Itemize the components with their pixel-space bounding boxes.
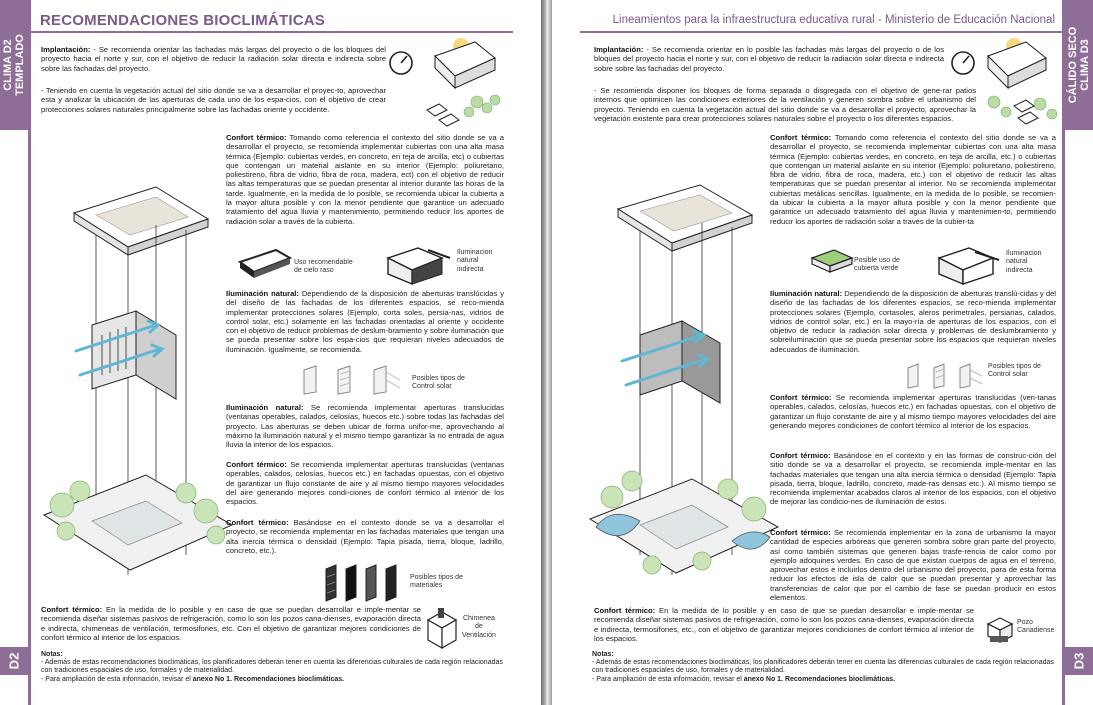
confort-termico-3-label: Confort térmico: xyxy=(770,451,831,460)
confort-termico-5-label: Confort térmico: xyxy=(594,606,656,615)
note-2 xyxy=(592,676,895,683)
chimenea-icon xyxy=(424,608,460,648)
caption-iluminacion-indirecta: Iluminacion natural indirecta xyxy=(457,249,493,273)
confort-termico-5-text: En la medida de lo posible y en caso de que se puedan desarrollar e imple-mentar se recomienda diseñar sistemas pasivos de refrigeración, como lo son los pozos cana-dienses, evaporación directa e indirecta, termosifones, etc., con el objetivo de garantizar mejores condiciones de confort térmico al interior de los espacios. xyxy=(594,606,974,643)
page-number: D3 xyxy=(1071,652,1087,670)
iluminacion-natural-2-text: Se recomienda implementar aperturas translucidas (ventanas operables, calados, celosías, huecos etc.) sobre todas las fachadas del proyecto. Las aberturas se deben ubicar de forma unifor-me, aprovechando al máximo la iluminación natural y el mismo tiempo garantizar la no entrada de agua lluvia la interior de los espacios. xyxy=(226,403,504,450)
left-page xyxy=(0,0,541,705)
confort-termico-4-label: Confort térmico: xyxy=(41,605,103,614)
caption-pozo-canadiense: Pozo Canadiense xyxy=(1017,619,1055,635)
confort-termico-2-paragraph xyxy=(226,460,504,506)
confort-termico-5-paragraph xyxy=(594,606,974,643)
running-header: Lineamientos para la infraestructura educativa rural - Ministerio de Educación Nacional xyxy=(612,14,1055,26)
iluminacion-natural-1-paragraph xyxy=(770,289,1056,354)
notes-title: Notas: xyxy=(41,651,63,658)
iluminacion-natural-1-text: Dependiendo de la disposición de aberturas translú-cidas y del diseño de las fachadas de los diferentes espacios, se reco-mienda implementar protecciones solares (Ejemplo, cortasoles, aleros perimetrales, persianas, calados, vidrios de control solar, etc.) en la mayo-ría de aperturas de los espacios, con el objetivo de reducir la radiación solar directa y problemas de deslumbramiento y sobreiluminación que se pueda presentar sobre los espacios que requieran niveles adecuados de iluminación. xyxy=(770,289,1056,354)
pozo-canadiense-icon xyxy=(984,612,1016,644)
iluminacion-natural-1-paragraph xyxy=(226,289,504,354)
confort-termico-2-label: Confort térmico: xyxy=(770,393,832,402)
confort-termico-2-label: Confort térmico: xyxy=(226,460,287,469)
caption-control-solar: Posibles tipos de Control solar xyxy=(412,375,465,391)
caption-cubierta-verde: Posible uso de cubierta verde xyxy=(854,257,900,273)
iluminacion-natural-2-label: Iluminación natural: xyxy=(226,403,304,412)
title-rule xyxy=(31,31,513,33)
note-2-annex: anexo No 1. Recomendaciones bioclimáticas. xyxy=(192,675,345,683)
note-2-text: - Para ampliación de esta información, revisar el xyxy=(41,675,193,683)
confort-termico-4-label: Confort térmico: xyxy=(770,528,831,537)
page-number: D2 xyxy=(6,652,22,670)
confort-termico-3-text: Basándose en el contexto donde se va a desarrollar el proyecto, se recomienda implementar en las fachadas materiales que tengan una alta inercia térmica o densidad (Ejemplo: Tapia pisada, tierra, bloque, ladrillo, concreto, etc.). xyxy=(226,518,504,555)
climate-tab-label: CÁLIDO SECO CLIMA D3 xyxy=(1067,26,1091,104)
implantacion-text: - Se recomienda orientar las fachadas más largas del proyecto o de los bloques del proyecto hacia el norte y sur, con el objetivo de reducir la radiación solar directa e indirecta sobre sobre las fachadas del proyecto. xyxy=(41,45,386,73)
confort-termico-4-paragraph xyxy=(41,605,421,642)
caption-control-solar: Posibles tipos de Control solar xyxy=(988,363,1041,379)
page-title: RECOMENDACIONES BIOCLIMÁTICAS xyxy=(40,12,325,29)
notes-block xyxy=(41,651,506,684)
confort-termico-2-paragraph xyxy=(770,393,1056,430)
note-2 xyxy=(41,676,344,683)
iluminacion-indirecta-icon xyxy=(384,244,456,284)
site-orientation-illustration xyxy=(425,36,515,126)
notes-block xyxy=(592,651,1062,684)
note-2-annex: anexo No 1. Recomendaciones bioclimáticas. xyxy=(743,675,896,683)
confort-termico-2-text: Se recomienda implementar aperturas translucidas (ven-tanas operables, calados, celosías, huecos etc.) en fachadas opuestas, con el objetivo de garantizar un flujo constante de aire y al mismo tiempo mayores velocidades del aire generando mejores condiciones de confort térmico al interior de los espacios. xyxy=(770,393,1056,430)
confort-termico-1-label: Confort térmico: xyxy=(226,133,287,142)
confort-termico-1-text: Tomando como referencia el contexto del sitio donde se va a desarrollar el proyecto, se recomienda implementar cubiertas con una alta masa térmica (Ejemplo: cubiertas verdes, en concreto, en teja de arcilla, etc) o cubiertas que contengan un material aislante en su interior (Ejemplo: poliuretano, poliestireno, fibra de vidrio, fibra de roca, madera, ect) con el objetivo de reducir las altas temperaturas que se puedan presentar al interior durante las horas de la tarde. Igualmente, en la medida de lo posible, se recomienda ubicar la cubierta a la mayor altura posible y con la menor pendiente que garantice un adecuado tratamiento del agua lluvia y mantenimiento, permitiendo reducir los aportes de radiación solar a través de la cubierta. xyxy=(226,133,505,226)
book-gutter xyxy=(541,0,552,705)
cielo-raso-icon xyxy=(236,246,294,282)
header-rule xyxy=(580,31,1062,33)
confort-termico-3-label: Confort térmico: xyxy=(226,518,289,527)
accent-bar xyxy=(1062,0,1065,705)
implantacion-paragraph xyxy=(41,45,386,73)
control-solar-icons xyxy=(300,364,410,396)
page-number-badge xyxy=(1065,647,1093,675)
implantacion-paragraph xyxy=(594,45,944,73)
compass-icon xyxy=(388,50,414,76)
bloques-paragraph: - Se recomienda disponer los bloques de forma separada o disgregada con el objetivo de gene-rar patios internos que optimicen las condiciones exteriores de la ventilación y generen sombra sobre el urbanismo del proyecto. Teniendo en cuenta la vegetación actual del sitio donde se va a desarrollar el proyecto, aprovechar la vegetación existente para crear protecciones solares naturales sobre el proyecto o los diferentes espacios. xyxy=(594,86,976,123)
exploded-axonometric-left xyxy=(36,175,236,615)
vegetacion-paragraph: - Teniendo en cuenta la vegetación actual del sitio donde se va a desarrollar el proyec-to, aprovechar esta y analizar la ubicación de las aperturas de cada uno de los espa-cios, con el objetivo de crear protecciones solares naturales principalmente sobre las fachadas oriente y occidente. xyxy=(41,86,386,114)
iluminacion-natural-1-label: Iluminación natural: xyxy=(226,289,299,298)
confort-termico-4-text: En la medida de lo posible y en caso de que se puedan desarrollar e imple-mentar se recomienda diseñar sistemas pasivos de refrigeración, como lo son los pozos cana-dienses, evaporación directa e indirecta, chimeneas de ventilación, termosifones, etc. Con el objetivo de garantizar mejores condiciones de confort térmico al interior de los espacios. xyxy=(41,605,421,642)
notes-title: Notas: xyxy=(592,651,614,658)
caption-chimenea: Chimenea de Ventilación xyxy=(462,615,496,639)
site-orientation-illustration xyxy=(980,36,1062,126)
compass-icon xyxy=(950,50,976,76)
confort-termico-2-text: Se recomienda implementar aperturas translucidas (ventanas operables, calados, celosías, huecos etc.) en fachadas opuestas, con el objetivo de garantizar un flujo constante de aire y al mismo tiempo mayores velocidades del aire generando mejores condi-ciones de confort térmico al interior de los espacios. xyxy=(226,460,504,507)
confort-termico-1-paragraph xyxy=(770,133,1056,226)
iluminacion-natural-1-label: Iluminación natural: xyxy=(770,289,843,298)
confort-termico-1-text: Tomando como referencia el contexto del sitio donde se va a desarrollar el proyecto, se recomienda implementar cubiertas con una alta masa térmica (Ejemplo: cubiertas verdes, en concreto, en teja de arcilla, etc.) o cubiertas que contengan un material aislante en su interior (Ejemplo: poliuretano, poliestireno, fibra de vidrio, fibra de roca, madera, etc.) con el objetivo de reducir las altas temperaturas que se puedan presentar al interior. No se recomienda implementar cubiertas metálicas sencillas. Igualmente, en la medida de lo posible, se recomien-da ubicar la cubierta a la mayor altura posible y con la menor pendiente que garantice un adecuado tratamiento del agua lluvia y mantenimien-to, permitiendo reducir los aportes de radiación solar a través de la cubier-ta xyxy=(770,133,1057,226)
caption-cielo-raso: Uso recomendable de cielo raso xyxy=(294,259,353,275)
climate-tab-d2 xyxy=(0,0,28,130)
implantacion-label: Implantación: xyxy=(594,45,644,54)
implantacion-text: - Se recomienda orientar en lo posible las fachadas más largas del proyecto o de los bloques del proyecto hacia el norte y sur, con el objetivo de reducir la radiación solar directa e indirecta sobre sobre las fachadas del proyecto. xyxy=(594,45,944,73)
confort-termico-3-paragraph xyxy=(226,518,504,555)
implantacion-label: Implantación: xyxy=(41,45,91,54)
iluminacion-natural-2-paragraph xyxy=(226,403,504,449)
accent-bar xyxy=(28,0,31,705)
confort-termico-3-text: Basándose en el contexto y en las formas de construc-ción del sitio donde se va a desarrollar el proyecto, se recomienda imple-mentar en las fachadas materiales que tengan una alta inercia térmica o densidad (Ejemplo: Tapia pisada, tierra, bloque, ladrillo, concreto, made-ras densas etc.). Al mismo tiempo se recomienda implementar acabados claros al interior de los espacios, con el objetivo de mejorar las condicio-nes de iluminación de estos. xyxy=(770,451,1057,507)
control-solar-icons xyxy=(904,362,986,390)
note-2-text: - Para ampliación de esta información, revisar el xyxy=(592,675,744,683)
confort-termico-1-label: Confort térmico: xyxy=(770,133,832,142)
climate-tab-label: CLIMA D2 TEMPLADO xyxy=(2,34,26,96)
exploded-axonometric-right xyxy=(582,175,782,615)
confort-termico-1-paragraph xyxy=(226,133,504,226)
page-number-badge xyxy=(0,647,28,675)
confort-termico-4-paragraph xyxy=(770,528,1056,602)
confort-termico-4-text: Se recomienda implementar en la zona de urbanismo la mayor cantidad de especies arbóreas que generen sombra sobre gran parte del proyecto, así como también sistemas que generen bajas trasfe-rencia de calor como por ejemplo adoquines verdes. En caso de que existan cuerpos de agua en el terreno, aprovechar estos e incluirlos dentro del urbanismo del proyecto, para de esta forma reducir los efectos de isla de calor que se puedan presentar y aprovechar las transferencias de calor que por el cambio de fase se puedan producir en estos elementos. xyxy=(770,528,1057,603)
caption-materiales: Posibles tipos de materiales xyxy=(410,574,463,590)
note-1: - Además de estas recomendaciones bioclimáticas, los planificadores deberán tener en cuenta las diferencias culturales de cada región relacionadas con tradiciones espaciales de uso, formales y de materialidad. xyxy=(41,659,503,675)
iluminacion-indirecta-icon xyxy=(935,244,1005,284)
caption-iluminacion-indirecta: Iluminacion natural indirecta xyxy=(1006,250,1042,274)
confort-termico-3-paragraph xyxy=(770,451,1056,507)
materiales-icons xyxy=(322,563,408,603)
cubierta-verde-icon xyxy=(808,246,856,276)
right-page xyxy=(552,0,1093,705)
iluminacion-natural-1-text: Dependiendo de la disposición de aberturas translúcidas y del diseño de las fachadas de los diferentes espacios, se reco-mienda implementar protecciones solares (Ejemplo, corta soles, persia-nas, vidrios de control solar, etc.) solamente en las fachadas orientadas al oriente y occidente con el objetivo de reducir problemas de deslum-bramiento y sobre iluminación que se pueda presentar sobre los espa-cios que requieran niveles adecuados de iluminación. Igualmente, se recomienda. xyxy=(226,289,505,354)
note-1: - Además de estas recomendaciones bioclimáticas, los planificadores deberán tener en cuenta las diferencias culturales de cada región relacionadas con tradiciones espaciales de uso, formales y de materialidad. xyxy=(592,659,1054,675)
climate-tab-d3 xyxy=(1065,0,1093,130)
